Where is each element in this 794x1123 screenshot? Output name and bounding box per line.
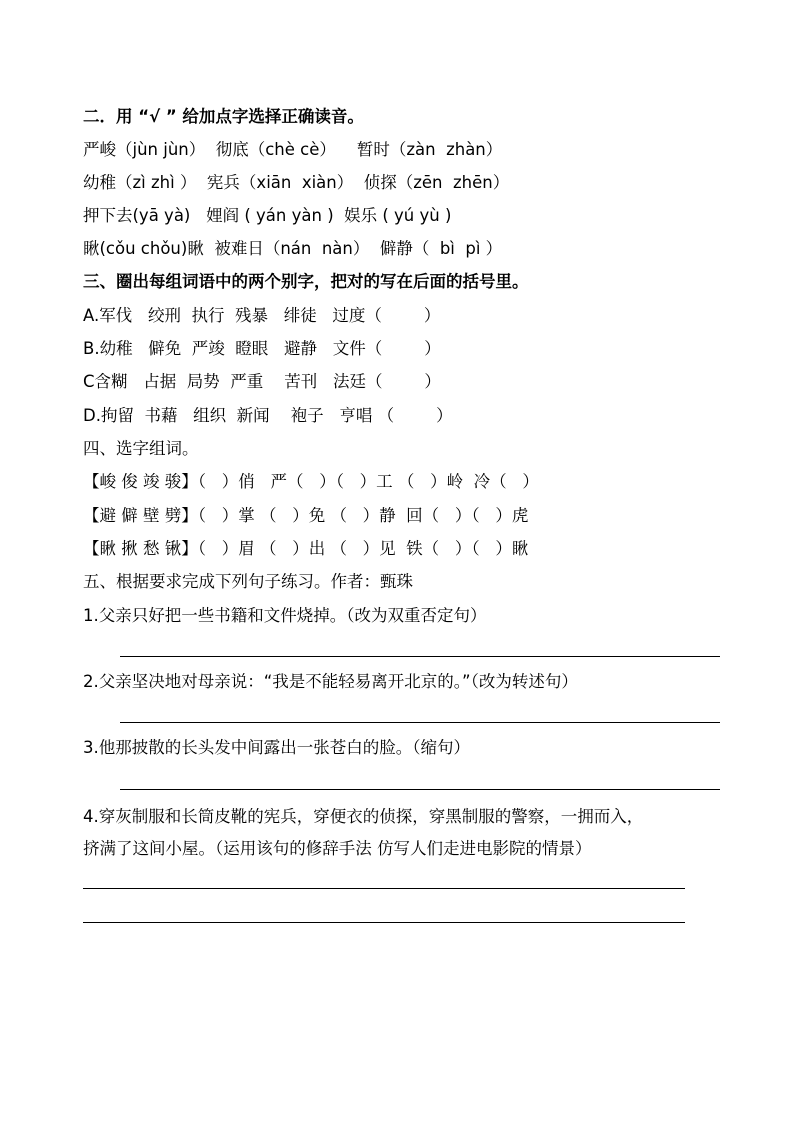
pinyin-row-4: 瞅(cǒu chǒu)瞅 被难日（nán nàn） 僻静（ bì pì ） [83, 239, 503, 258]
question-4-line-1: 4.穿灰制服和长筒皮靴的宪兵，穿便衣的侦探，穿黑制服的警察，一拥而入， [83, 807, 644, 826]
word-group-row-3: 【瞅 揪 愁 锹】（ ）眉 （ ）出 （ ）见 铁（ ）（ ）瞅 [83, 539, 529, 558]
question-2: 2.父亲坚决地对母亲说：“我是不能轻易离开北京的。”（改为转述句） [83, 672, 578, 691]
answer-line-4b [83, 922, 685, 923]
answer-line-1 [120, 656, 720, 657]
pinyin-row-3: 押下去(yā yà) 娌阎 ( yán yàn ) 娱乐 ( yú yù ) [83, 206, 452, 225]
question-3: 3.他那披散的长头发中间露出一张苍白的脸。（缩句） [83, 738, 470, 757]
typo-row-c: C含糊 占据 局势 严重 苦刊 法廷（ ） [83, 372, 441, 391]
section4-heading: 四、选字组词。 [83, 439, 199, 458]
pinyin-row-2: 幼稚（zì zhì ） 宪兵（xiān xiàn） 侦探（zēn zhēn） [83, 173, 510, 192]
section5-heading: 五、根据要求完成下列句子练习。作者：甄珠 [83, 572, 413, 591]
section3-heading: 三、圈出每组词语中的两个别字，把对的写在后面的括号里。 [83, 272, 529, 291]
typo-row-d: D.拘留 书藉 组织 新闻 袍子 亨唱 （ ） [83, 406, 453, 425]
pinyin-row-1: 严峻（jùn jùn） 彻底（chè cè） 暂时（zàn zhàn） [83, 140, 503, 159]
answer-line-2 [120, 722, 720, 723]
question-4-line-2: 挤满了这间小屋。（运用该句的修辞手法 仿写人们走进电影院的情景） [83, 839, 592, 858]
question-1: 1.父亲只好把一些书籍和文件烧掉。（改为双重否定句） [83, 606, 487, 625]
answer-line-3 [120, 789, 720, 790]
typo-row-b: B.幼稚 僻免 严竣 瞪眼 避静 文件（ ） [83, 339, 441, 358]
word-group-row-2: 【避 僻 壁 劈】（ ）掌 （ ）免 （ ）静 回（ ）（ ）虎 [83, 506, 529, 525]
section2-heading: 二．用 “√ ” 给加点字选择正确读音。 [83, 107, 364, 126]
word-group-row-1: 【峻 俊 竣 骏】（ ）俏 严（ ）（ ）工 （ ）岭 冷（ ） [83, 472, 539, 491]
answer-line-4a [83, 888, 685, 889]
typo-row-a: A.军伐 绞刑 执行 残暴 绯徒 过度（ ） [83, 306, 441, 325]
